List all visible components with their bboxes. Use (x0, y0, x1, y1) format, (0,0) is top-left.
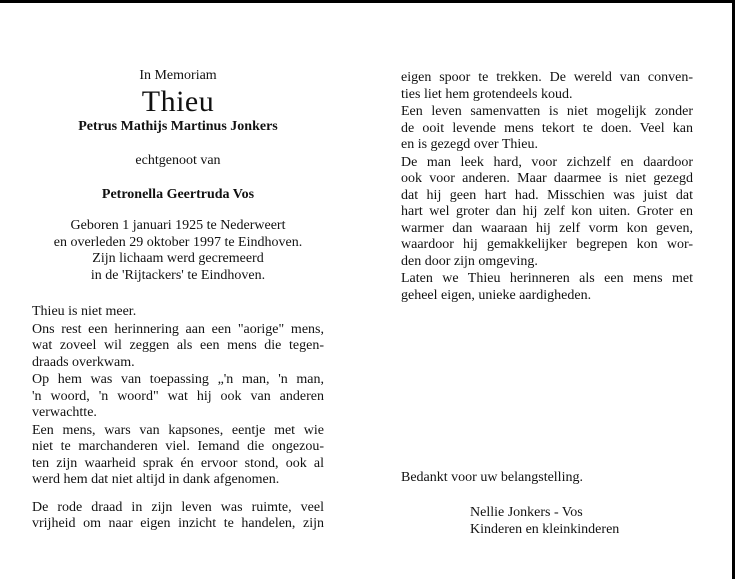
paragraph (401, 70, 693, 103)
cremation-line: Zijn lichaam werd gecremeerd (92, 251, 264, 266)
paragraph (32, 500, 324, 533)
death-line: en overleden 29 oktober 1997 te Eindhoven. (53, 234, 303, 250)
text-line: eigen spoor te trekken. De wereld van conven- (401, 70, 693, 85)
paragraph (401, 271, 693, 304)
text-line: ties liet hem grotendeels koud. (401, 86, 573, 102)
text-line: Ons rest een herinnering aan een "aorige" mens, (32, 321, 324, 337)
memoriam-heading: In Memoriam (139, 68, 217, 83)
spouse-name: Petronella Geertruda Vos (101, 187, 255, 202)
text-line: Een leven samenvatten is niet mogelijk zonder (401, 104, 693, 119)
text-line: Een mens, wars van kapsones, eentje met wie (32, 422, 324, 438)
left-body-text (32, 304, 324, 533)
text-line: de ooit levende mens tekort te doen. Veel kan (401, 120, 693, 136)
text-line: draads overkwam. (32, 354, 135, 370)
paragraph (32, 423, 324, 489)
family-line: Kinderen en kleinkinderen (470, 522, 620, 537)
thanks-line: Bedankt voor uw belangstelling. (401, 470, 583, 485)
paragraph (401, 104, 693, 154)
paragraph-gap (32, 490, 324, 500)
birth-line: Geboren 1 januari 1925 te Nederweert (70, 218, 286, 233)
header-block (32, 66, 324, 284)
text-line: verwachtte. (32, 405, 97, 420)
text-line: De rode draad in zijn leven was ruimte, veel (32, 499, 324, 515)
text-line: warmer dan waaraan hij zelf vorm kon geven, (401, 220, 693, 236)
text-line: Thieu is niet meer. (32, 304, 137, 319)
text-line: Laten we Thieu herinneren als een mens met (401, 271, 693, 286)
cremation-place-line: in de 'Rijtackers' te Eindhoven. (90, 267, 266, 283)
deceased-name: Thieu (141, 85, 215, 118)
text-line: geheel eigen, unieke aardigheden. (401, 287, 592, 303)
text-line: ook voor anderen. Maar daarmee is niet gezegd (401, 171, 693, 186)
text-line: en is gezegd over Thieu. (401, 137, 538, 152)
text-line: ten zijn waarheid sprak én ervoor stond, ook al (32, 455, 324, 471)
text-line: De man leek hard, voor zichzelf en daardoor (401, 154, 693, 170)
card-top-border (0, 0, 735, 3)
paragraph (32, 304, 324, 321)
right-column (401, 70, 693, 305)
text-line: waardoor hij gemakkelijker begrepen kon wor- (401, 237, 693, 252)
text-line: hart wel groter dan hij zelf kon uiten. Groter en (401, 204, 693, 219)
text-line: niet te marchanderen viel. Iemand die ongezou- (32, 439, 324, 454)
text-line: wat zoveel wil zeggen als een mens die tegen- (32, 338, 324, 353)
text-line: den door zijn omgeving. (401, 253, 538, 269)
text-line: dat hij geen hart had. Misschien was juist dat (401, 187, 693, 203)
signature-block (470, 504, 619, 538)
text-line: Op hem was van toepassing „'n man, 'n man, (32, 372, 324, 387)
text-line: werd hem dat niet altijd in dank afgenomen. (32, 472, 280, 487)
paragraph (32, 322, 324, 372)
text-line: vrijheid om naar eigen inzicht te handelen, zijn (32, 516, 324, 531)
paragraph (401, 155, 693, 271)
deceased-full-name: Petrus Mathijs Martinus Jonkers (78, 119, 278, 134)
text-line: 'n woord, 'n woord" wat hij ook van anderen (32, 388, 324, 404)
paragraph (32, 372, 324, 422)
spouse-relation: echtgenoot van (135, 153, 221, 168)
signed-by: Nellie Jonkers - Vos (470, 505, 583, 520)
birth-death-details (32, 218, 324, 284)
left-column (32, 66, 324, 534)
